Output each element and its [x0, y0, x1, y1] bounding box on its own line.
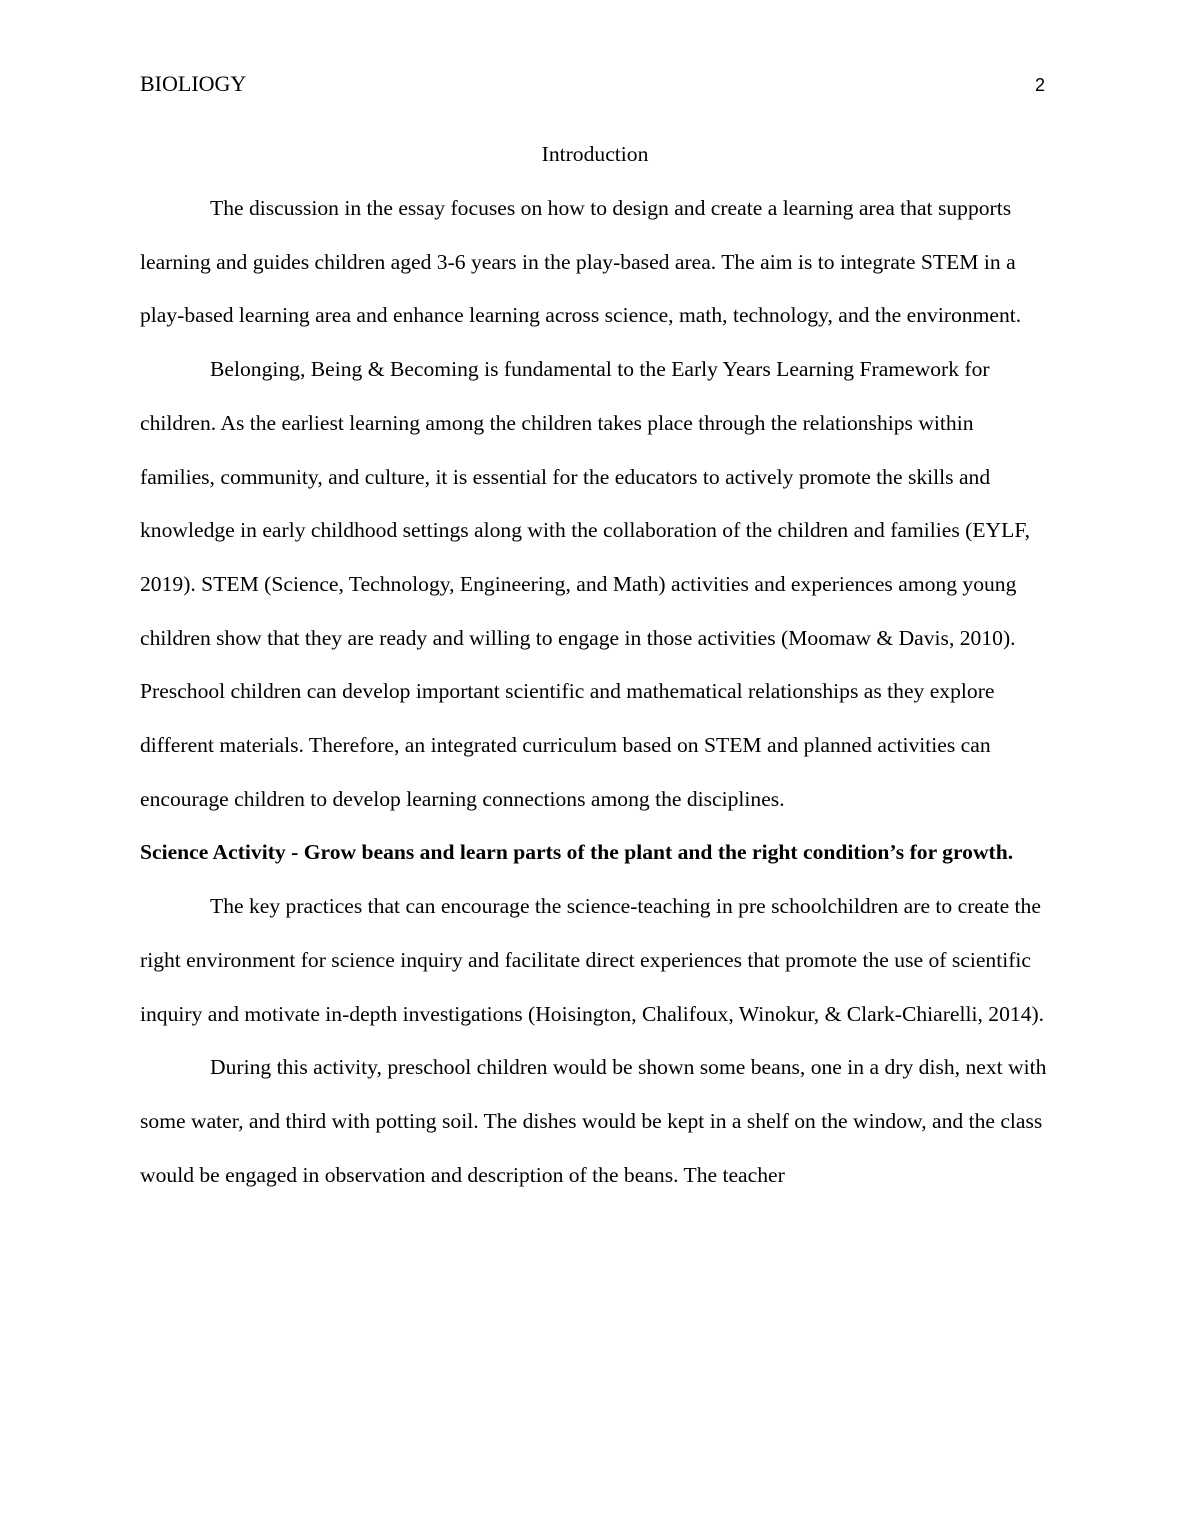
page-number: 2 [1034, 75, 1045, 95]
document-body [140, 137, 1050, 1202]
paragraph: Belonging, Being & Becoming is fundamental to the Early Years Learning Framework for children. As the earliest learning among the children takes place through the relationships within families, community, and culture, it is essential for the educators to actively promote the skills and knowledge in early childhood settings along with the collaboration of the children and families (EYLF, 2019). STEM (Science, Technology, Engineering, and Math) activities and experiences among young children show that they are ready and willing to engage in those activities (Moomaw & Davis, 2010). Preschool children can develop important scientific and mathematical relationships as they explore different materials. Therefore, an integrated curriculum based on STEM and planned activities can encourage children to develop learning connections among the disciplines. [140, 357, 1030, 811]
paragraph: During this activity, preschool children would be shown some beans, one in a dry dish, next with some water, and third with potting soil. The dishes would be kept in a shelf on the window, and the class would be engaged in observation and description of the beans. The teacher [140, 1055, 1047, 1187]
paragraph: The discussion in the essay focuses on how to design and create a learning area that supports learning and guides children aged 3-6 years in the play-based area. The aim is to integrate STEM in a play-based learning area and enhance learning across science, math, technology, and the environment. [140, 196, 1022, 328]
section-heading: Introduction [541, 142, 649, 166]
paragraph: The key practices that can encourage the science-teaching in pre schoolchildren are to create the right environment for science inquiry and facilitate direct experiences that promote the use of scientific inquiry and motivate in-depth investigations (Hoisington, Chalifoux, Winokur, & Clark-Chiarelli, 2014). [140, 894, 1045, 1026]
subsection-heading: Science Activity - Grow beans and learn parts of the plant and the right condition’s for growth. [140, 840, 1014, 865]
running-head: BIOLIOGY [140, 71, 247, 96]
